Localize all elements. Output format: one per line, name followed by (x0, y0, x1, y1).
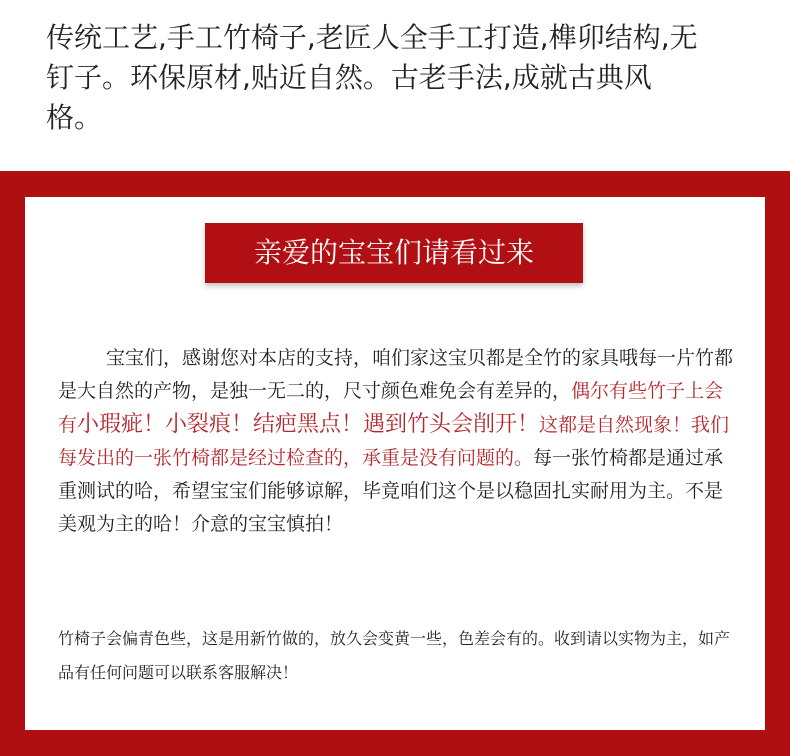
product-intro (46, 18, 746, 138)
notice-highlight: 偶尔有些竹子上会有 (58, 380, 724, 436)
intro-line: 钉子。环保原材,贴近自然。古老手法,成就古典风 (46, 61, 652, 94)
notice-text: 宝宝们，感谢您对本店的支持，咱们家这宝贝都是全竹的家具哦每一片竹都是大自然的产物，是独一无二的，尺寸颜色难免会有差异的， (58, 347, 734, 402)
notice-frame (0, 171, 790, 756)
intro-line: 格。 (46, 101, 103, 134)
notice-panel (25, 197, 765, 730)
notice-highlight-large: 小瑕疵！小裂痕！结疤黑点！遇到竹头会削开！ (77, 412, 540, 437)
notice-text: 每一张竹椅都是通过承重测试的哈，希望宝宝们能够谅解，毕竟咱们这个是以稳固扎实耐用为主。不是美观为主的哈！介意的宝宝慎拍！ (58, 447, 724, 535)
intro-line: 传统工艺,手工竹椅子,老匠人全手工打造,榫卯结构,无 (46, 21, 698, 54)
notice-highlight: 这都是自然现象！我们每发出的一张竹椅都是经过检查的，承重是没有问题的。 (58, 414, 730, 469)
notice-banner: 亲爱的宝宝们请看过来 (205, 223, 583, 283)
notice-body (58, 342, 738, 541)
color-note: 竹椅子会偏青色些，这是用新竹做的，放久会变黄一些，色差会有的。收到请以实物为主，如产品有任何问题可以联系客服解决！ (58, 629, 731, 682)
